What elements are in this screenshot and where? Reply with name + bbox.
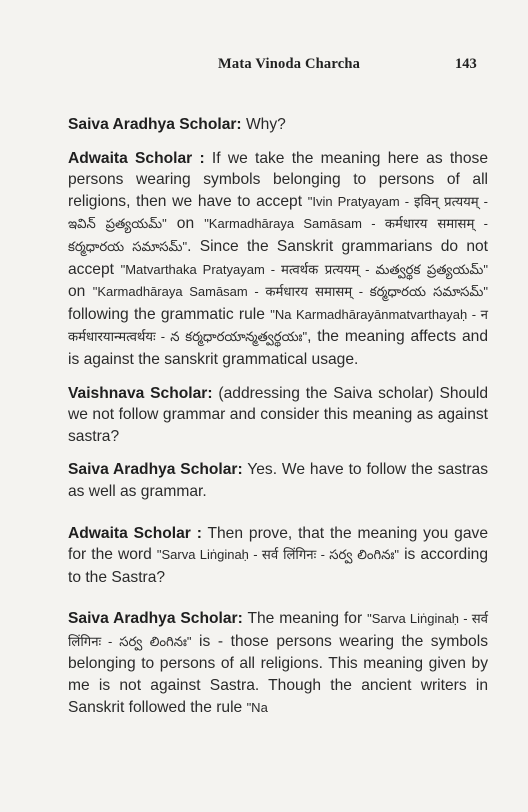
paragraph-text: Then prove, that the meaning you gave for the word xyxy=(68,524,489,564)
term-telugu: న కర్మధారయాన్మత్వర్థయః xyxy=(170,330,303,346)
running-title: Mata Vinoda Charcha xyxy=(218,56,361,72)
term-separator: - xyxy=(478,193,489,209)
term-separator: - xyxy=(352,284,370,300)
dialogue-paragraph xyxy=(68,459,488,502)
term-devanagari: सर्व लिंगिनः xyxy=(68,612,488,650)
term-separator: - xyxy=(316,547,330,563)
term-quote: " xyxy=(162,216,167,232)
term-transliteration: "Sarva Liṅginaḥ - xyxy=(156,547,262,563)
running-head xyxy=(0,56,528,76)
term-telugu: సర్వ లింగినః xyxy=(329,548,395,564)
paragraph-text: on xyxy=(166,215,205,233)
term-devanagari: इविन् प्रत्ययम् xyxy=(414,194,479,210)
term-transliteration: "Na xyxy=(246,699,268,715)
term-telugu: కర్మధారయ సమాసమ్ xyxy=(68,239,183,255)
dialogue-paragraph xyxy=(68,383,488,448)
term-transliteration: "Matvarthaka Pratyayam - xyxy=(120,261,281,277)
term-quote: " xyxy=(483,284,488,300)
speaker-label: Saiva Aradhya Scholar: xyxy=(68,116,242,133)
term-telugu: మత్వర్థక ప్రత్యయమ్ xyxy=(375,262,484,278)
speaker-label: Saiva Aradhya Scholar: xyxy=(68,610,243,628)
term-quote: " xyxy=(483,261,488,277)
term-transliteration: "Karmadhāraya Samāsam - xyxy=(204,216,385,232)
term-separator: - xyxy=(359,261,376,277)
paragraph-text: Yes. We have to follow the sastras as well as grammar. xyxy=(68,461,488,500)
term-transliteration: "Karmadhāraya Samāsam - xyxy=(92,284,266,300)
speaker-label: Vaishnava Scholar: xyxy=(68,384,213,402)
paragraph-text: The meaning for xyxy=(242,610,368,628)
term-devanagari: मत्वर्थक प्रत्ययम् xyxy=(280,262,360,278)
body-text xyxy=(68,114,488,730)
term-transliteration: "Ivin Pratyayam - xyxy=(307,193,415,209)
paragraph-text: on xyxy=(68,283,93,301)
term-quote: " xyxy=(302,329,308,345)
dialogue-paragraph xyxy=(68,523,488,589)
paragraph-text: , the meaning affects and is against the sanskrit grammatical usage. xyxy=(68,328,489,368)
dialogue-paragraph xyxy=(68,114,488,136)
term-devanagari: न कर्मधारयान्मत्वर्थयः xyxy=(68,307,488,346)
paragraph-text: If we take the meaning here as those persons wearing symbols belonging to persons of all religions, then we have to accept xyxy=(68,149,489,210)
speaker-label: Adwaita Scholar : xyxy=(68,149,205,167)
term-devanagari: कर्मधारय समासम् xyxy=(384,217,475,233)
paragraph-text: is according to the Sastra? xyxy=(68,546,488,586)
paragraph-text: is - those persons wearing the symbols belonging to persons of all religions. This meaning given by me is not against Sastra. Though the ancient writers in Sanskrit followed the rule xyxy=(68,632,488,716)
paragraph-text: Why? xyxy=(241,116,286,133)
term-transliteration: "Sarva Liṅginaḥ - xyxy=(367,611,472,627)
paragraph-text: . Since the Sanskrit grammarians do not accept xyxy=(68,237,488,278)
speaker-label: Saiva Aradhya Scholar: xyxy=(68,461,243,479)
dialogue-paragraph xyxy=(68,608,488,718)
term-telugu: ఇవిన్ ప్రత్యయమ్ xyxy=(68,217,163,233)
term-telugu: సర్వ లింగినః xyxy=(119,634,187,650)
paragraph-text: following the grammatic rule xyxy=(68,305,271,323)
term-quote: " xyxy=(186,633,192,649)
speaker-label: Adwaita Scholar : xyxy=(68,524,202,542)
page-number: 143 xyxy=(455,56,477,72)
term-separator: - xyxy=(101,633,120,649)
term-devanagari: कर्मधारय समासम् xyxy=(265,285,353,301)
term-quote: " xyxy=(182,238,188,254)
term-devanagari: सर्व लिंगिनः xyxy=(261,548,317,564)
term-quote: " xyxy=(394,547,400,563)
term-separator: - xyxy=(155,329,171,345)
term-transliteration: "Na Karmadhārayānmatvarthayaḥ - xyxy=(270,306,481,322)
term-separator: - xyxy=(474,216,488,232)
paragraph-text: (addressing the Saiva scholar) Should we not follow grammar and consider this meaning as against sastra? xyxy=(68,384,489,445)
term-telugu: కర్మధారయ సమాసమ్ xyxy=(369,285,484,301)
dialogue-paragraph xyxy=(68,148,488,371)
